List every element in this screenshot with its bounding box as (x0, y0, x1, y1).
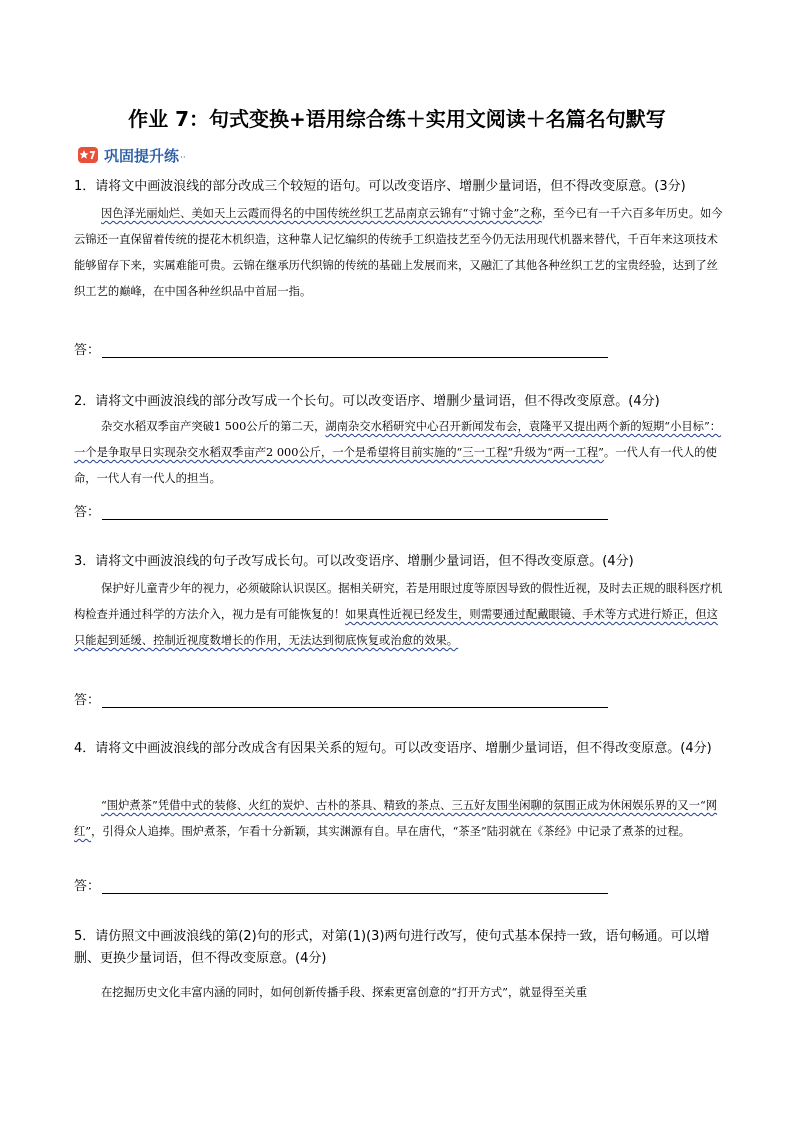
question-3-prompt: 3．请将文中画波浪线的句子改写成长句。可以改变语序、增删少量词语，但不得改变原意。(4分) (74, 554, 634, 569)
question-3-answer[interactable] (74, 688, 608, 708)
question-3-before-text: 保护好儿童青少年的视力，必须破除认识误区。据相关研究，若是用眼过度等原因导致的假性近视，及时去正规的眼科医疗机构检查并通过科学的方法介入，视力是有可能恢复的！ (74, 582, 723, 621)
section-dots: ·· (180, 153, 186, 163)
question-4-prompt: 4．请将文中画波浪线的部分改成含有因果关系的短句。可以改变语序、增删少量词语，但不得改变原意。(4分) (74, 741, 712, 756)
section-header (77, 143, 186, 167)
section-label: 巩固提升练 (104, 146, 180, 165)
answer-line[interactable] (102, 503, 608, 520)
question-3-wavy-text: 如果真性近视已经发生，则需要通过配戴眼镜、手术等方式进行矫正，但这只能起到延缓、控制近视度数增长的作用，无法达到彻底恢复或治愈的效果。 (74, 608, 718, 647)
question-5-prompt: 5．请仿照文中画波浪线的第(2)句的形式，对第(1)(3)两句进行改写，使句式基本保持一致，语句畅通。可以增删、更换少量词语，但不得改变原意。(4分) (74, 929, 710, 966)
answer-line[interactable] (102, 877, 608, 894)
answer-label: 答： (74, 505, 101, 520)
question-1-rest-text: ，至今已有一千六百多年历史。如今云锦还一直保留着传统的提花木机织造，这种靠人记忆编织的传统手工织造技艺至今仍无法用现代机器来替代，千百年来这项技术能够留存下来，实属难能可贵。云锦在继承历代织锦的传统的基础上发展而来，又融汇了其他各种丝织工艺的宝贵经验，达到了丝织工艺的巅峰，在中国各种丝织品中首屈一指。 (74, 207, 723, 298)
question-5-text: 在挖掘历史文化丰富内涵的同时，如何创新传播手段、探索更富创意的“打开方式”，就显得至关重 (101, 986, 588, 999)
answer-label: 答： (74, 343, 101, 358)
question-1-prompt: 1．请将文中画波浪线的部分改成三个较短的语句。可以改变语序、增删少量词语，但不得改变原意。(3分) (74, 179, 686, 194)
question-2-before-text: 杂交水稻双季亩产突破1 500公斤的第二天， (101, 420, 326, 433)
question-4-passage (74, 793, 724, 845)
question-2-wavy-text: 湖南杂交水稻研究中心召开新闻发布会，袁隆平又提出两个新的短期“小目标”：一个是争取早日实现杂交水稻双季亩产2 000公斤，一个是希望将目前实施的“三一工程”升级为“两一工程” (74, 420, 722, 459)
answer-label: 答： (74, 693, 101, 708)
question-1-answer[interactable] (74, 338, 608, 358)
question-2-answer[interactable] (74, 500, 608, 520)
star-badge-icon (77, 144, 99, 166)
answer-line[interactable] (102, 691, 608, 708)
question-2-passage (74, 414, 724, 492)
question-1-wavy-text: 因色泽光丽灿烂、美如天上云霞而得名的中国传统丝织工艺品南京云锦有“寸锦寸金”之称 (101, 207, 542, 220)
question-4-answer[interactable] (74, 874, 608, 894)
question-3-passage (74, 576, 724, 654)
answer-line[interactable] (102, 341, 608, 358)
question-5-passage (74, 980, 724, 1006)
question-2-after-text: 。一代人有一代人的使命，一代人有一代人的担当。 (74, 446, 717, 485)
question-2-prompt: 2．请将文中画波浪线的部分改写成一个长句。可以改变语序、增删少量词语，但不得改变原意。(4分) (74, 394, 660, 409)
question-4-wavy-text: “围炉煮茶”凭借中式的装修、火红的炭炉、古朴的茶具、精致的茶点、三五好友围坐闲聊的氛围正成为休闲娱乐界的又一“网红” (74, 799, 718, 838)
page-title: 作业 7：句式变换+语用综合练＋实用文阅读＋名篇名句默写 (128, 107, 666, 131)
question-4-after-text: ，引得众人追捧。围炉煮茶，乍看十分新颖，其实渊源有自。早在唐代，“茶圣”陆羽就在《茶经》中记录了煮茶的过程。 (91, 825, 691, 838)
answer-label: 答： (74, 879, 101, 894)
question-1-passage (74, 201, 724, 305)
